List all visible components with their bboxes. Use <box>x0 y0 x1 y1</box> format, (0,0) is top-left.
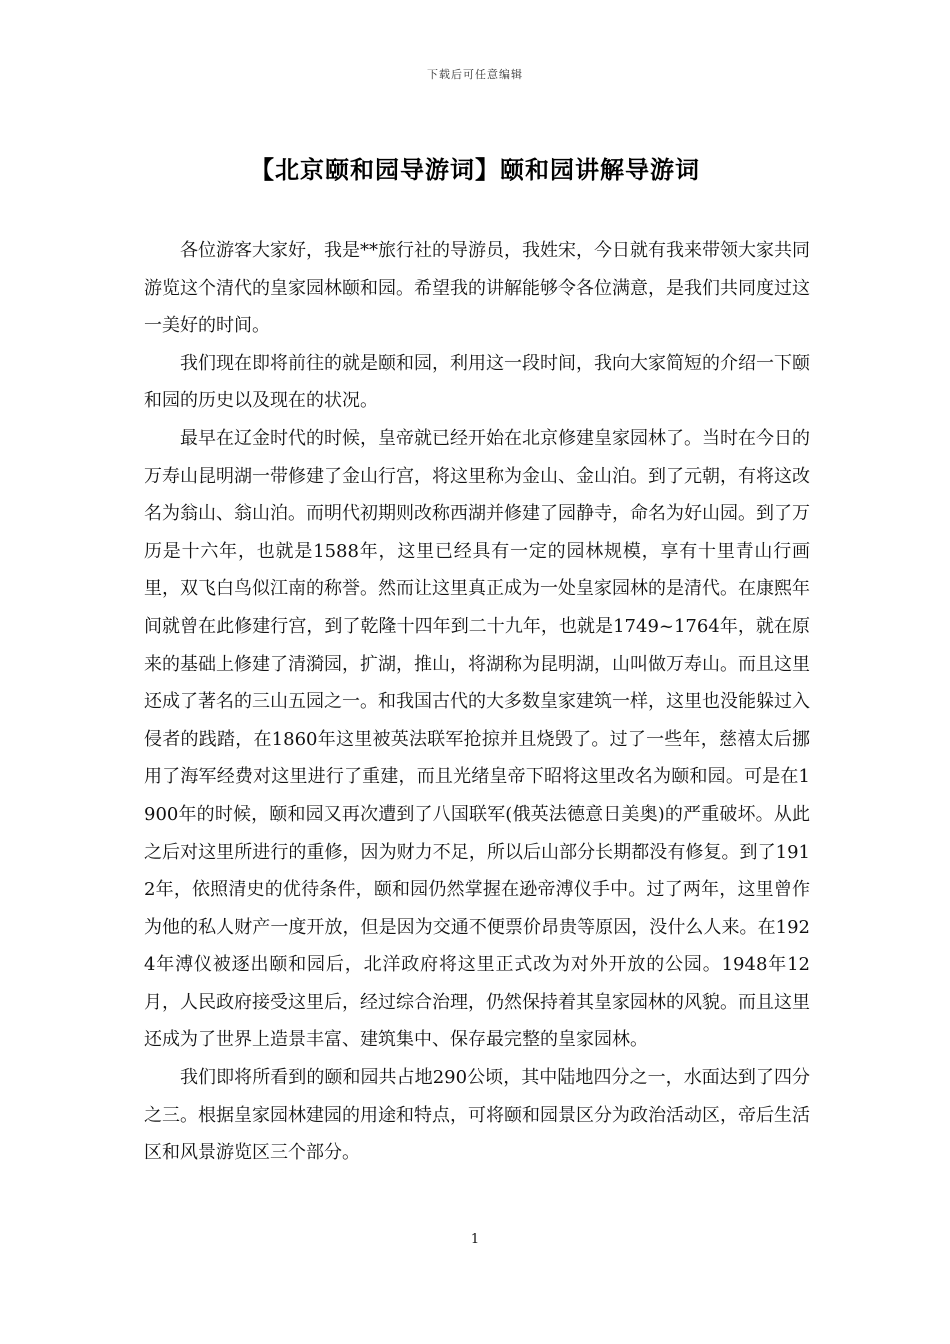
paragraph-2: 我们现在即将前往的就是颐和园，利用这一段时间，我向大家简短的介绍一下颐和园的历史以及现在的状况。 <box>144 352 810 412</box>
document-body <box>144 232 810 1172</box>
page-number: 1 <box>470 1232 480 1247</box>
paragraph-3: 最早在辽金时代的时候，皇帝就已经开始在北京修建皇家园林了。当时在今日的万寿山昆明湖一带修建了金山行宫，将这里称为金山、金山泊。到了元朝，有将这改名为翁山、翁山泊。而明代初期则改称西湖并修建了园静寺，命名为好山园。到了万历是十六年，也就是1588年，这里已经具有一定的园林规模，享有十里青山行画里，双飞白鸟似江南的称誉。然而让这里真正成为一处皇家园林的是清代。在康熙年间就曾在此修建行宫，到了乾隆十四年到二十九年，也就是1749~1764年，就在原来的基础上修建了清漪园，扩湖，推山，将湖称为昆明湖，山叫做万寿山。而且这里还成了著名的三山五园之一。和我国古代的大多数皇家建筑一样，这里也没能躲过入侵者的践踏，在1860年这里被英法联军抢掠并且烧毁了。过了一些年，慈禧太后挪用了海军经费对这里进行了重建，而且光绪皇帝下昭将这里改名为颐和园。可是在1900年的时候，颐和园又再次遭到了八国联军(俄英法德意日美奥)的严重破坏。从此之后对这里所进行的重修，因为财力不足，所以后山部分长期都没有修复。到了1912年，依照清史的优待条件，颐和园仍然掌握在逊帝溥仪手中。过了两年，这里曾作为他的私人财产一度开放，但是因为交通不便票价昂贵等原因，没什么人来。在1924年溥仪被逐出颐和园后，北洋政府将这里正式改为对外开放的公园。1948年12月，人民政府接受这里后，经过综合治理，仍然保持着其皇家园林的风貌。而且这里还成为了世界上造景丰富、建筑集中、保存最完整的皇家园林。 <box>144 427 810 1051</box>
paragraph-1: 各位游客大家好，我是**旅行社的导游员，我姓宋，今日就有我来带领大家共同游览这个清代的皇家园林颐和园。希望我的讲解能够令各位满意，是我们共同度过这一美好的时间。 <box>144 240 810 337</box>
document-title: 【北京颐和园导游词】颐和园讲解导游词 <box>250 155 700 184</box>
paragraph-4: 我们即将所看到的颐和园共占地290公顷，其中陆地四分之一，水面达到了四分之三。根据皇家园林建园的用途和特点，可将颐和园景区分为政治活动区，帝后生活区和风景游览区三个部分。 <box>144 1067 810 1164</box>
header-note: 下载后可任意编辑 <box>427 68 523 81</box>
